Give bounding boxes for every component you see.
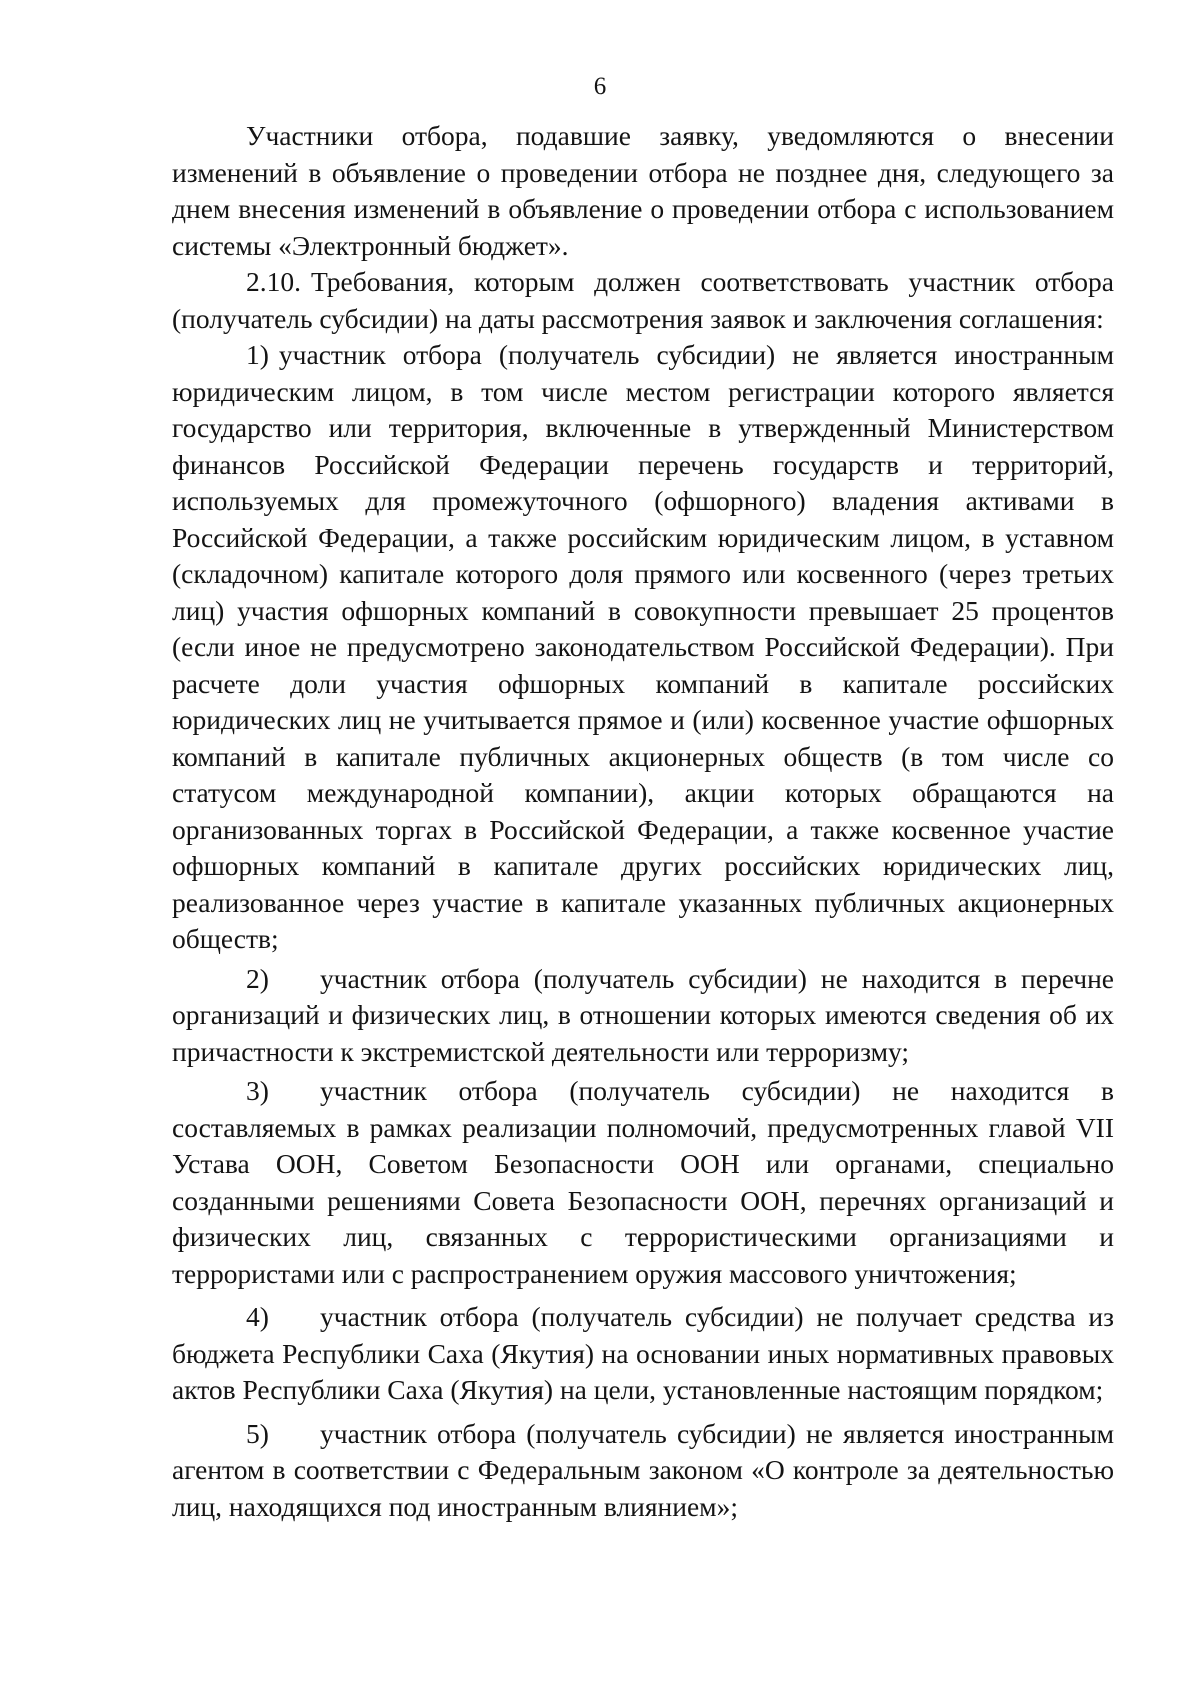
item-text: участник отбора (получатель субсидии) не является иностранным юридическим лицом, в том числе местом регистрации которого является государство или территория, включенные в утвержденный Министерством финансов Российской Федерации перечень государств и территорий, используемых для промежуточного (офшорного) владения активами в Российской Федерации, а также российским юридическим лицом, в уставном (складочном) капитале которого доля прямого или косвенного (через третьих лиц) участия офшорных компаний в совокупности превышает 25 процентов (если иное не предусмотрено законодательством Российской Федерации). При расчете доли участия офшорных компаний в капитале российских юридических лиц не учитывается прямое и (или) косвенное участие офшорных компаний в капитале публичных акционерных обществ (в том числе со статусом международной компании), акции которых обращаются на организованных торгах в Российской Федерации, а также косвенное участие офшорных компаний в капитале других российских юридических лиц, реализованное через участие в капитале указанных публичных акционерных обществ;: [172, 339, 1114, 954]
item-number: 1): [246, 339, 269, 370]
requirement-item-1: [172, 337, 1114, 958]
paragraph-notification: [172, 118, 1114, 264]
item-number: 4): [246, 1301, 269, 1332]
requirement-item-2: [172, 961, 1114, 1071]
item-text: участник отбора (получатель субсидии) не находится в составляемых в рамках реализации полномочий, предусмотренных главой VII Устава ООН, Советом Безопасности ООН или органами, специально созданными решениями Совета Безопасности ООН, перечнях организаций и физических лиц, связанных с террористическими организациями и террористами или с распространением оружия массового уничтожения;: [172, 1075, 1114, 1289]
paragraph-text: Участники отбора, подавшие заявку, уведомляются о внесении изменений в объявление о проведении отбора не позднее дня, следующего за днем внесения изменений в объявление о проведении отбора с использованием системы «Электронный бюджет».: [172, 120, 1114, 261]
document-body: [172, 118, 1114, 1525]
item-number: 2): [246, 962, 269, 994]
paragraph-requirements: [172, 264, 1114, 337]
clause-number: 2.10.: [246, 266, 301, 297]
item-text: участник отбора (получатель субсидии) не получает средства из бюджета Республики Саха (Якутия) на основании иных нормативных правовых актов Республики Саха (Якутия) на цели, установленные настоящим порядком;: [172, 1301, 1114, 1405]
requirement-item-3: [172, 1073, 1114, 1292]
requirement-item-5: [172, 1416, 1114, 1526]
page-number: 6: [593, 73, 607, 100]
requirement-item-4: [172, 1299, 1114, 1409]
item-number: 5): [246, 1417, 269, 1449]
item-text: участник отбора (получатель субсидии) не находится в перечне организаций и физических лиц, в отношении которых имеются сведения об их причастности к экстремистской деятельности или терроризму;: [172, 962, 1114, 1067]
item-number: 3): [246, 1075, 269, 1106]
paragraph-text: Требования, которым должен соответствовать участник отбора (получатель субсидии) на даты рассмотрения заявок и заключения соглашения:: [172, 266, 1114, 334]
item-text: участник отбора (получатель субсидии) не является иностранным агентом в соответствии с Федеральным законом «О контроле за деятельностью лиц, находящихся под иностранным влиянием»;: [172, 1417, 1114, 1522]
